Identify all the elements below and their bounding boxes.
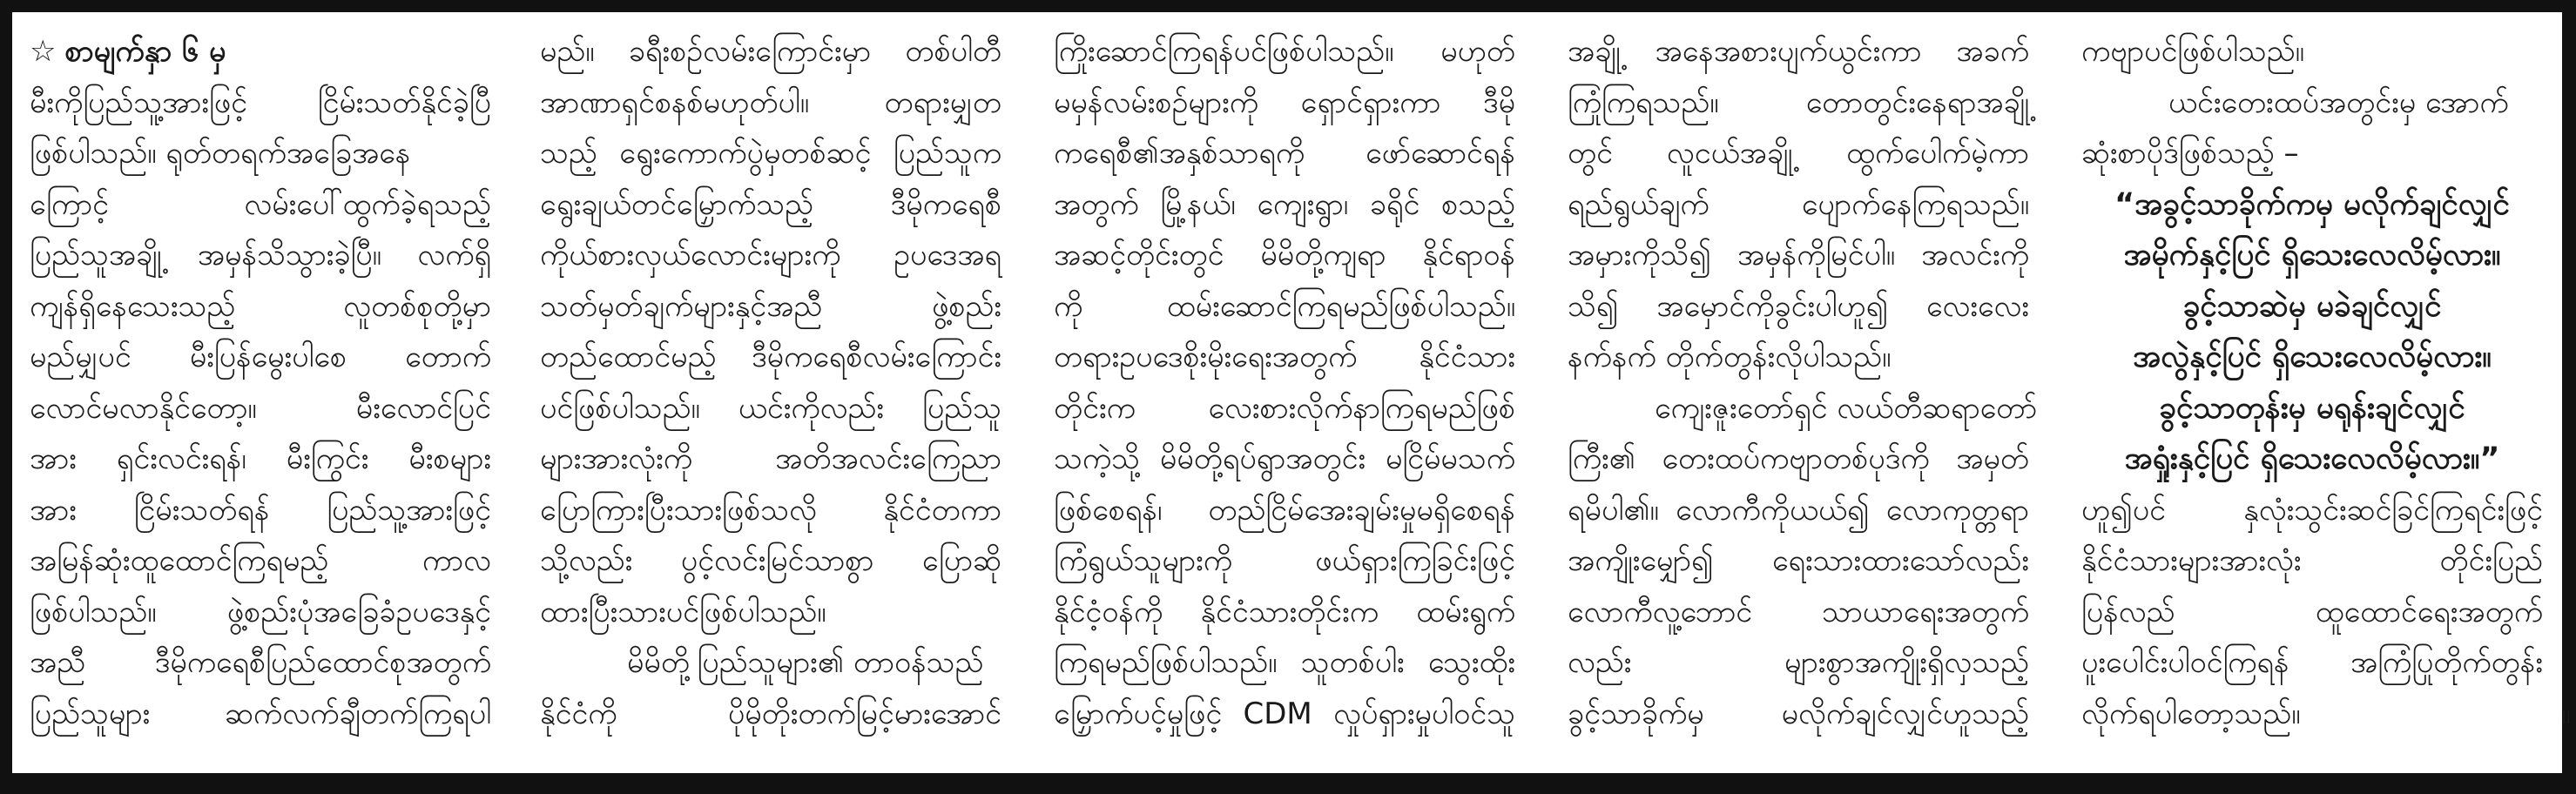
text-line: အတွက် မြို့နယ်၊ ကျေးရွာ၊ ခရိုင် စသည့် <box>1054 186 1515 222</box>
poem-line: အရှုံးနှင့်ပြင် ရှိသေးလေလိမ့်လား။” <box>2124 441 2500 476</box>
poem-line: ခွင့်သာတုန်းမှ မရုန်းချင်လျှင် <box>2159 390 2465 426</box>
text-line: အမှားကိုသိ၍ အမှန်ကိုမြင်ပါ။ အလင်းကို <box>1568 238 2029 273</box>
poem-line: အလွဲနှင့်ပြင် ရှိသေးလေလိမ့်လား။ <box>2133 340 2492 374</box>
article-column-1 <box>30 26 491 775</box>
text-line: ပြန်လည် ထူထောင်ရေးအတွက် <box>2081 594 2543 629</box>
text-line: နက်နက် တိုက်တွန်းလိုပါသည်။ <box>1568 340 1892 374</box>
poem-line: ခွင့်သာဆဲမှ မခဲချင်လျှင် <box>2182 288 2442 324</box>
text-line: မည်။ ခရီးစဉ်လမ်းကြောင်းမှာ တစ်ပါတီ <box>540 34 1001 69</box>
text-line: များအားလုံးကို အတိအလင်းကြေညာ <box>540 441 1001 476</box>
text-line: ပြည်သူအချို့ အမှန်သိသွားခဲ့ပြီ။ လက်ရှိ <box>30 238 491 273</box>
text-line: မီးကိုပြည်သူ့အားဖြင့် ငြိမ်းသတ်နိုင်ခဲ့ပြီ <box>30 84 491 120</box>
text-line: ရမိပါ၏။ လောကီကိုယယ်၍ လောကုတ္တရာ <box>1568 492 2029 528</box>
text-line: သည့် ရွေးကောက်ပွဲမှတစ်ဆင့် ပြည်သူက <box>540 136 1001 171</box>
text-line: ကြီး၏ တေးထပ်ကဗျာတစ်ပုဒ်ကို အမှတ် <box>1568 441 2029 476</box>
text-line: ယင်းတေးထပ်အတွင်းမှ အောက် <box>2168 84 2509 120</box>
text-line: သကဲ့သို့ မိမိတို့ရပ်ရွာအတွင်း မငြိမ်မသက် <box>1054 441 1515 476</box>
text-line: ကဗျာပင်ဖြစ်ပါသည်။ <box>2081 34 2304 69</box>
poem-line: အမိုက်နှင့်ပြင် ရှိသေးလေလိမ့်လား။ <box>2123 238 2501 273</box>
end-mark: ။ <box>2561 696 2571 731</box>
text-line: ခွင့်သာခိုက်မှ မလိုက်ချင်လျှင်ဟူသည့် <box>1568 696 2029 731</box>
text-line: အချို့ အနေအစားပျက်ယွင်းကာ အခက် <box>1568 34 2029 69</box>
text-line: အဆင့်တိုင်းတွင် မိမိတို့ကျရာ နိုင်ရာဝန် <box>1054 238 1515 273</box>
text-line: ကြောင့် လမ်းပေါ်ထွက်ခဲ့ရသည့် <box>30 186 491 222</box>
text-line: ကရေစီ၏အနှစ်သာရကို ဖော်ဆောင်ရန် <box>1054 136 1515 171</box>
continued-from-heading <box>30 26 491 77</box>
text-line: မြှောက်ပင့်မှုဖြင့် CDM လှုပ်ရှားမှုပါဝင်သူ <box>1054 696 1515 731</box>
text-line: ဖြစ်ပါသည်။ ဖွဲ့စည်းပုံအခြေခံဥပဒေနှင့် <box>30 594 491 629</box>
text-line: အမြန်ဆုံးထူထောင်ကြရမည့် ကာလ <box>30 543 491 578</box>
text-line: မမှန်လမ်းစဉ်များကို ရှောင်ရှားကာ ဒီမို <box>1054 84 1515 120</box>
text-line: အာဏာရှင်စနစ်မဟုတ်ပါ။ တရားမျှတ <box>540 84 1001 120</box>
text-line: ကြိုးဆောင်ကြရန်ပင်ဖြစ်ပါသည်။ မဟုတ် <box>1054 34 1515 69</box>
text-line: ဆုံးစာပိုဒ်ဖြစ်သည့် – <box>2081 136 2299 171</box>
text-line: ဖြစ်ပါသည်။ ရုတ်တရက်အခြေအနေ <box>30 136 411 171</box>
text-line: တွင် လူငယ်အချို့ ထွက်ပေါက်မဲ့ကာ <box>1568 136 2029 171</box>
text-line: အား ရှင်းလင်းရန်၊ မီးကြွင်း မီးစများ <box>30 441 491 476</box>
article-column-4 <box>1568 26 2038 775</box>
final-line-text: လိုက်ရပါတော့သည်။ <box>2081 696 2301 731</box>
text-line: သိ၍ အမှောင်ကိုခွင်းပါဟူ၍ လေးလေး <box>1568 288 2029 324</box>
text-line: ရွေးချယ်တင်မြှောက်သည့် ဒီမိုကရေစီ <box>540 186 1001 222</box>
text-line: ကြံရွယ်သူများကို ဖယ်ရှားကြခြင်းဖြင့် <box>1054 543 1515 578</box>
text-line: ပြည်သူများ ဆက်လက်ချီတက်ကြရပါ <box>30 696 491 731</box>
text-line: လည်း များစွာအကျိုးရှိလှသည့် <box>1568 645 2029 680</box>
text-line: တည်ထောင်မည့် ဒီမိုကရေစီလမ်းကြောင်း <box>540 340 1001 374</box>
text-line <box>2081 689 2571 740</box>
star-icon: ☆ <box>30 34 57 69</box>
text-line: တရားဥပဒေစိုးမိုးရေးအတွက် နိုင်ငံသား <box>1054 340 1515 374</box>
text-line: ပင်ဖြစ်ပါသည်။ ယင်းကိုလည်း ပြည်သူ <box>540 390 1001 426</box>
text-line: ကို ထမ်းဆောင်ကြရမည်ဖြစ်ပါသည်။ <box>1054 288 1515 324</box>
text-line: ပြောကြားပြီးသားဖြစ်သလို နိုင်ငံတကာ <box>540 492 1001 528</box>
text-line: အကျိုးမျှော်၍ ရေးသားထားသော်လည်း <box>1568 543 2029 578</box>
text-line: နိုင်ငံသားများအားလုံး တိုင်းပြည် <box>2081 543 2543 578</box>
continued-label: စာမျက်နှာ ၆ မှ <box>64 34 226 69</box>
article-column-5 <box>2081 26 2571 775</box>
text-line: ကျေးဇူးတော်ရှင် လယ်တီဆရာတော် <box>1655 390 2038 426</box>
text-line: လောင်မလာနိုင်တော့။ မီးလောင်ပြင် <box>30 390 491 426</box>
text-line: ပူးပေါင်းပါဝင်ကြရန် အကြံပြုတိုက်တွန်း <box>2081 645 2543 680</box>
text-line: ထားပြီးသားပင်ဖြစ်ပါသည်။ <box>540 594 826 629</box>
text-line: အညီ ဒီမိုကရေစီပြည်ထောင်စုအတွက် <box>30 645 491 680</box>
text-line: မိမိတို့ပြည်သူများ၏ တာဝန်သည် <box>627 645 984 680</box>
text-line: နိုင်ငံ့ဝန်ကို နိုင်ငံသားတိုင်းက ထမ်းရွက် <box>1054 594 1515 629</box>
text-line: မည်မျှပင် မီးပြန်မွေးပါစေ တောက် <box>30 340 491 374</box>
text-line: ကိုယ်စားလှယ်လောင်းများကို ဥပဒေအရ <box>540 238 1001 273</box>
article-column-2 <box>540 26 1001 775</box>
text-line: ကြရမည်ဖြစ်ပါသည်။ သူတစ်ပါး သွေးထိုး <box>1054 645 1515 680</box>
text-line: ကြုံကြရသည်။ တောတွင်းနေရာအချို့ <box>1568 84 2029 120</box>
text-line: လောကီလူ့ဘောင် သာယာရေးအတွက် <box>1568 594 2029 629</box>
text-line: ဖြစ်စေရန်၊ တည်ငြိမ်အေးချမ်းမှုမရှိစေရန် <box>1054 492 1515 528</box>
text-line: ရည်ရွယ်ချက် ပျောက်နေကြရသည်။ <box>1568 186 2029 222</box>
text-line: သတ်မှတ်ချက်များနှင့်အညီ ဖွဲ့စည်း <box>540 288 1001 324</box>
text-line: ကျန်ရှိနေသေးသည့် လူတစ်စုတို့မှာ <box>30 288 491 324</box>
text-line: ဟူ၍ပင် နှလုံးသွင်းဆင်ခြင်ကြရင်းဖြင့် <box>2081 492 2543 528</box>
text-line: တိုင်းက လေးစားလိုက်နာကြရမည်ဖြစ် <box>1054 390 1515 426</box>
text-line: သို့လည်း ပွင့်လင်းမြင်သာစွာ ပြောဆို <box>540 543 1001 578</box>
article-column-3 <box>1054 26 1515 775</box>
text-line: နိုင်ငံကို ပိုမိုတိုးတက်မြင့်မားအောင် <box>540 696 1001 731</box>
text-line: အား ငြိမ်းသတ်ရန် ပြည်သူ့အားဖြင့် <box>30 492 491 528</box>
poem-line: “အခွင့်သာခိုက်ကမှ မလိုက်ချင်လျှင် <box>2114 186 2510 222</box>
